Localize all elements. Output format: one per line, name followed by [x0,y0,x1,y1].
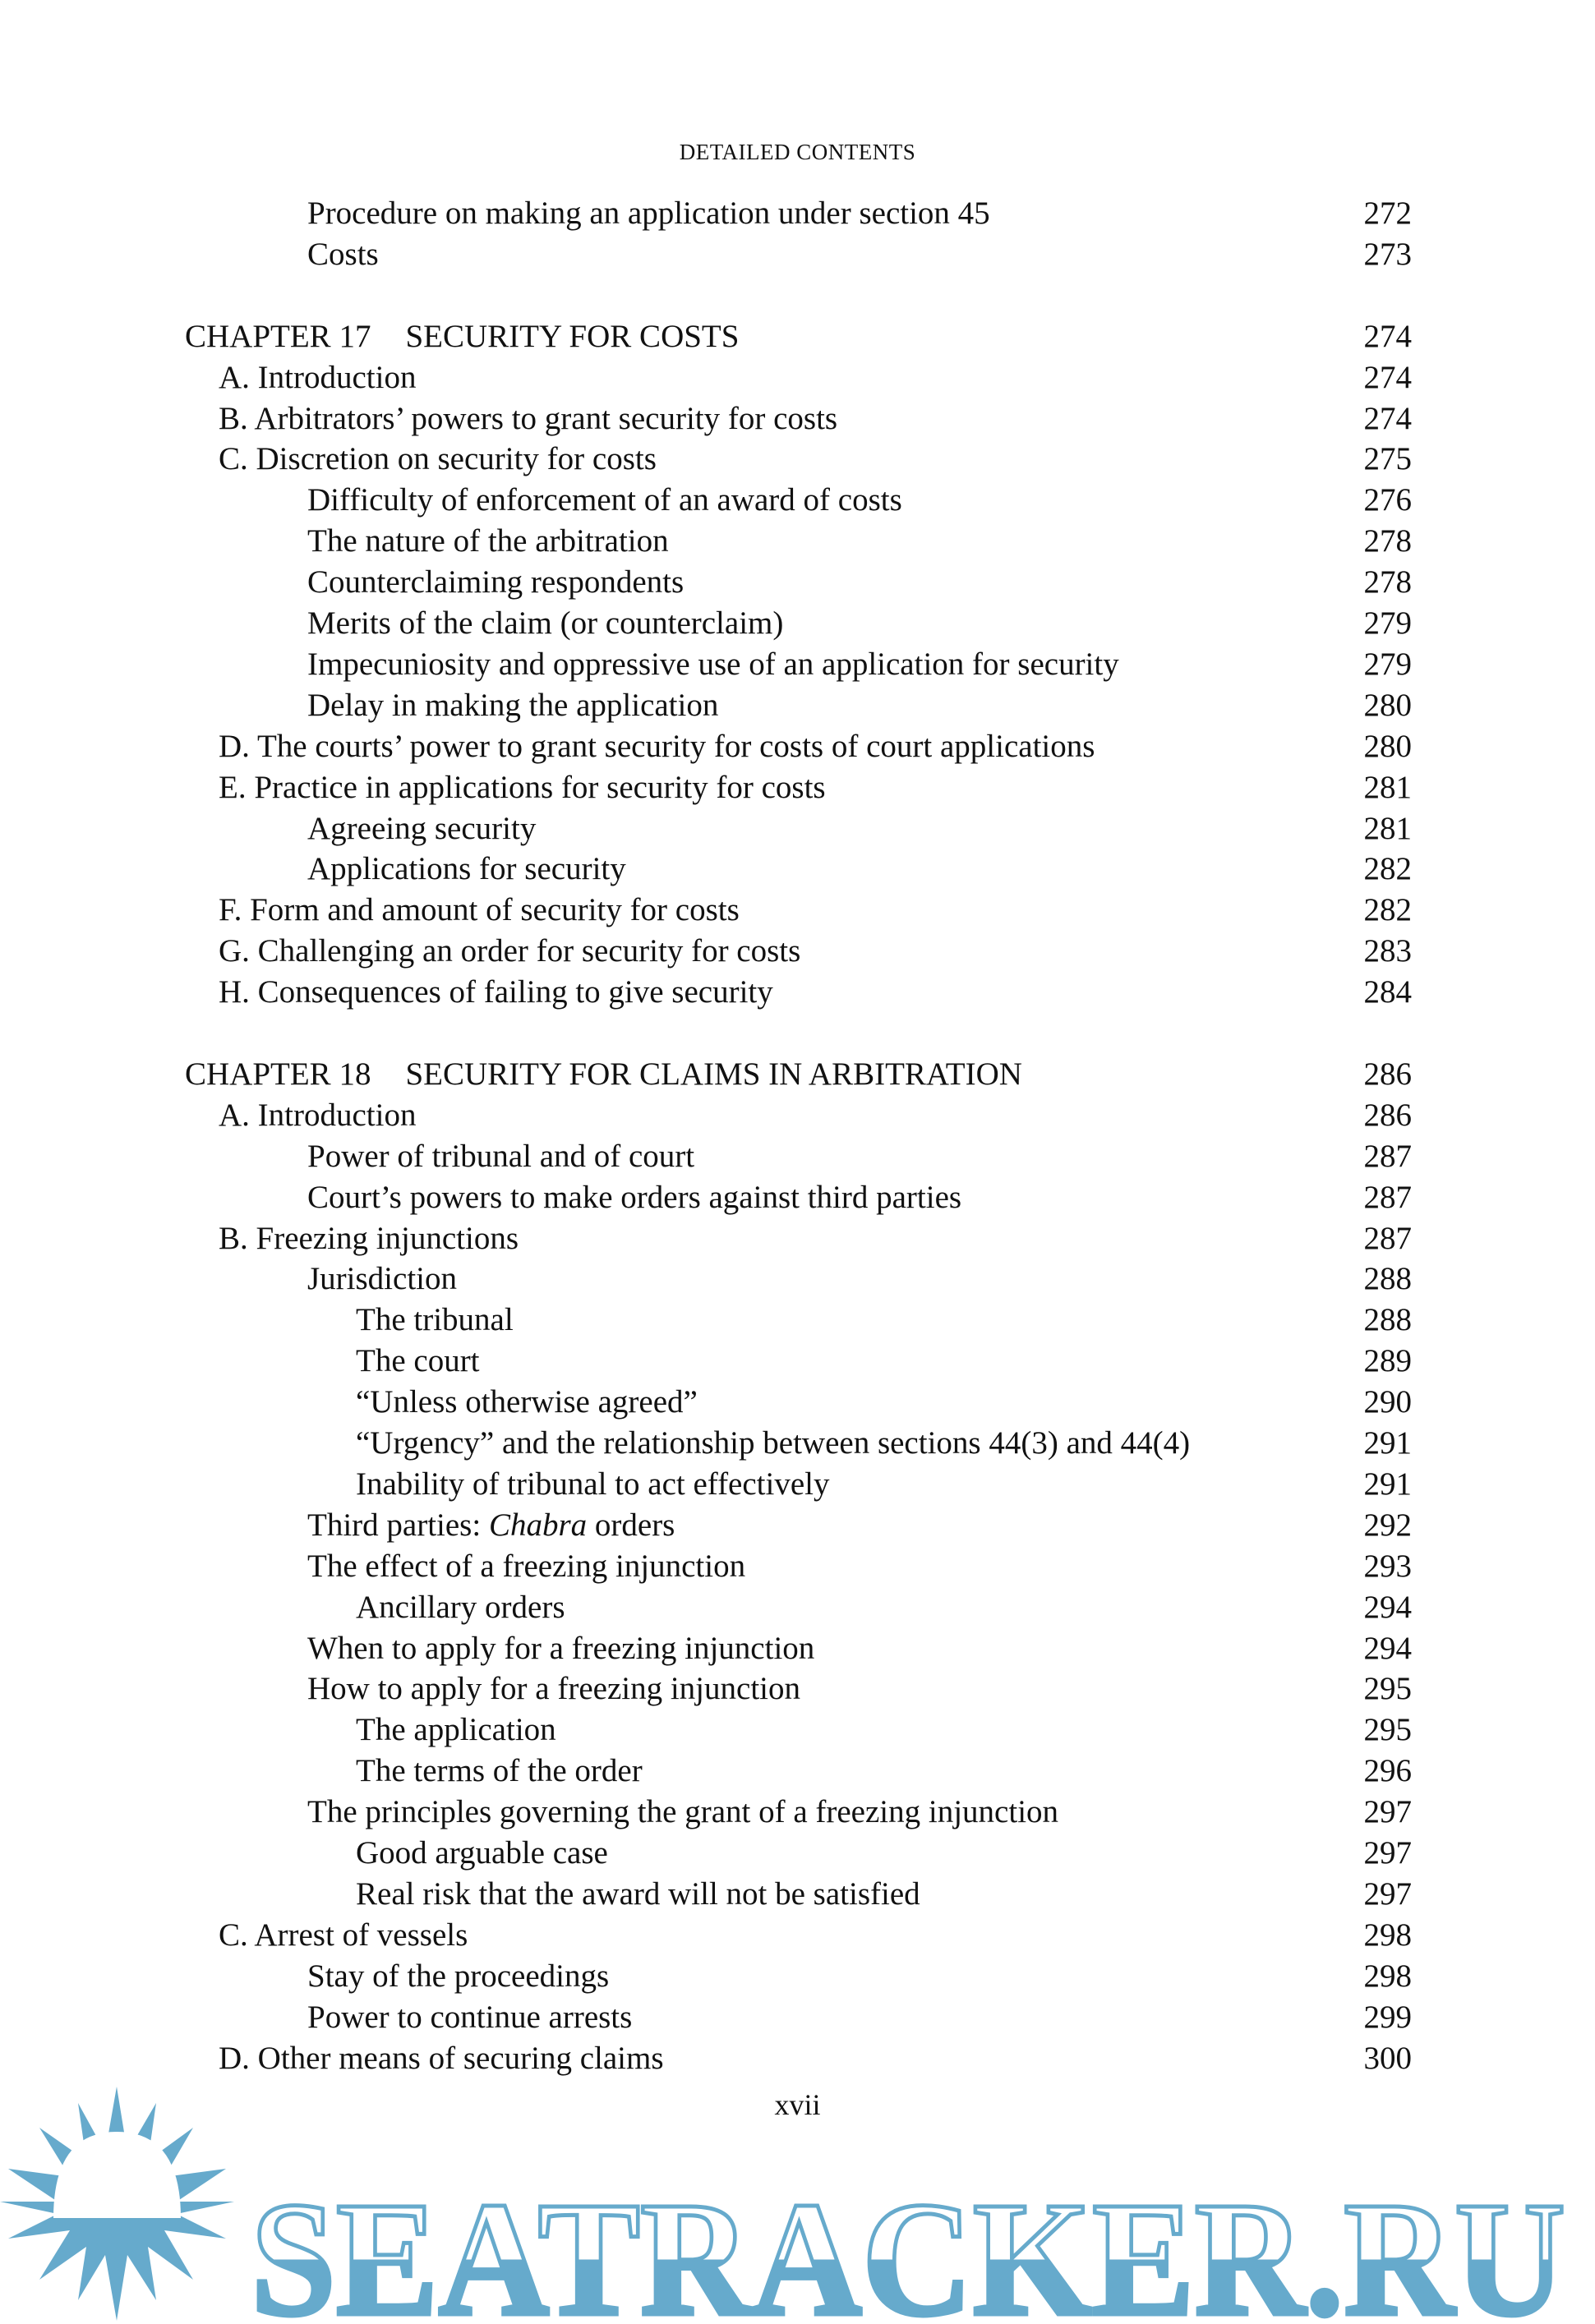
entry-title [219,767,826,808]
entry-text: Procedure on making an application under section 45 [307,196,990,231]
entry-title [356,1423,1190,1464]
entry-text: F. Form and amount of security for costs [219,892,740,928]
entry-title [307,1259,457,1300]
entry-page-number: 297 [1363,1875,1412,1912]
toc-entry[interactable] [0,1668,1595,1710]
entry-title [307,808,536,849]
page-number: xvii [774,2088,821,2121]
toc-entry[interactable] [0,234,1595,275]
entry-text: Power of tribunal and of court [307,1138,695,1174]
entry-title [356,1833,608,1874]
toc-entry[interactable] [0,1505,1595,1546]
entry-text: SECURITY FOR CLAIMS IN ARBITRATION [405,1056,1022,1092]
entry-title [219,1095,416,1136]
entry-page-number: 286 [1363,1056,1412,1092]
entry-title [307,644,1119,685]
toc-entry[interactable] [0,1628,1595,1669]
entry-page-number: 273 [1363,236,1412,272]
entry-title [219,890,740,931]
entry-text: Stay of the proceedings [307,1958,610,1994]
entry-page-number: 284 [1363,974,1412,1010]
toc-entry[interactable] [0,1300,1595,1341]
chapter-heading[interactable] [0,1054,1595,1095]
toc-entry[interactable] [0,1587,1595,1628]
entry-title [307,562,684,603]
entry-page-number: 298 [1363,1958,1412,1994]
entry-page-number: 278 [1363,523,1412,559]
entry-title [356,1300,514,1341]
entry-text: When to apply for a freezing injunction [307,1630,815,1666]
entry-page-number: 282 [1363,851,1412,887]
entry-text: Merits of the claim (or counterclaim) [307,605,784,641]
toc-entry[interactable] [0,1095,1595,1136]
entry-text: Ancillary orders [356,1589,565,1625]
entry-text: Real risk that the award will not be satisfied [356,1875,920,1912]
entry-page-number: 293 [1363,1548,1412,1584]
entry-text: E. Practice in applications for security for costs [219,769,826,805]
entry-text: Jurisdiction [307,1261,457,1297]
entry-text: Inability of tribunal to act effectively [356,1466,830,1502]
entry-page-number: 297 [1363,1794,1412,1830]
entry-title [307,1505,675,1546]
toc-entry[interactable] [0,480,1595,521]
entry-page-number: 281 [1363,810,1412,846]
entry-title [307,1668,800,1710]
toc-entry[interactable] [0,1792,1595,1833]
entry-text: Good arguable case [356,1835,608,1871]
entry-page-number: 288 [1363,1261,1412,1297]
entry-title [185,1054,1022,1095]
toc-entry[interactable] [0,1464,1595,1505]
entry-text: B. Freezing injunctions [219,1220,519,1256]
entry-page-number: 289 [1363,1343,1412,1379]
entry-page-number: 292 [1363,1507,1412,1543]
entry-page-number: 291 [1363,1466,1412,1502]
entry-page-number: 274 [1363,359,1412,395]
entry-title [307,480,902,521]
toc-entry[interactable] [0,521,1595,562]
toc-entry[interactable] [0,439,1595,480]
toc-entry[interactable] [0,849,1595,890]
entry-title [307,234,379,275]
entry-page-number: 282 [1363,892,1412,928]
entry-page-number: 297 [1363,1835,1412,1871]
entry-title [219,357,416,398]
entry-title [356,1587,565,1628]
entry-text: “Unless otherwise agreed” [356,1384,698,1420]
watermark-text: SEATRACKER.RU [251,2169,1565,2324]
toc-entry[interactable] [0,931,1595,972]
entry-title [307,849,626,890]
entry-text: SECURITY FOR COSTS [405,318,740,354]
entry-title [219,398,837,439]
entry-text: H. Consequences of failing to give security [219,974,773,1010]
chapter-heading[interactable] [0,316,1595,357]
entry-text: The principles governing the grant of a freezing injunction [307,1794,1059,1830]
entry-page-number: 275 [1363,441,1412,477]
toc-entry[interactable] [0,357,1595,398]
toc-entry[interactable] [0,1915,1595,1956]
entry-text: Court’s powers to make orders against third parties [307,1179,962,1215]
entry-title [307,1177,961,1218]
entry-title [307,1136,694,1177]
toc-entry[interactable] [0,726,1595,767]
entry-text: The application [356,1712,556,1748]
entry-title [307,193,990,234]
entry-page-number: 274 [1363,318,1412,354]
toc-entry[interactable] [0,1874,1595,1915]
running-header: DETAILED CONTENTS [679,140,916,164]
entry-text: Power to continue arrests [307,1999,633,2035]
entry-title [307,685,718,726]
entry-page-number: 294 [1363,1630,1412,1666]
entry-text: Difficulty of enforcement of an award of costs [307,482,902,518]
entry-page-number: 287 [1363,1179,1412,1215]
entry-text: A. Introduction [219,359,417,395]
entry-title [185,316,739,357]
entry-page-number: 294 [1363,1589,1412,1625]
toc-entry[interactable] [0,1423,1595,1464]
entry-page-number: 299 [1363,1999,1412,2035]
entry-title [356,1874,920,1915]
entry-title [356,1751,643,1792]
toc-entry[interactable] [0,1956,1595,1997]
entry-text: The terms of the order [356,1753,643,1789]
entry-text: Impecuniosity and oppressive use of an application for security [307,646,1119,682]
entry-page-number: 291 [1363,1425,1412,1461]
entry-text: Delay in making the application [307,687,719,723]
entry-text: Costs [307,236,379,272]
entry-page-number: 286 [1363,1097,1412,1133]
entry-page-number: 283 [1363,933,1412,969]
entry-page-number: 276 [1363,482,1412,518]
entry-title [219,439,657,480]
toc-entry[interactable] [0,1546,1595,1587]
entry-title [219,726,1095,767]
toc-entry[interactable] [0,1710,1595,1751]
entry-title [307,521,669,562]
entry-text: Applications for security [307,851,626,887]
entry-page-number: 281 [1363,769,1412,805]
entry-page-number: 287 [1363,1220,1412,1256]
entry-title [307,1628,814,1669]
entry-title [307,1956,609,1997]
toc-entry[interactable] [0,1997,1595,2038]
entry-text: C. Discretion on security for costs [219,441,657,477]
entry-text: C. Arrest of vessels [219,1917,468,1953]
entry-title [356,1464,830,1505]
entry-text: Third parties: [307,1507,489,1543]
entry-text: Counterclaiming respondents [307,564,685,601]
toc-entry[interactable] [0,767,1595,808]
entry-page-number: 288 [1363,1302,1412,1338]
entry-text: The effect of a freezing injunction [307,1548,746,1584]
toc-entry[interactable] [0,890,1595,931]
entry-title [219,972,773,1013]
toc-entry[interactable] [0,193,1595,234]
entry-page-number: 280 [1363,728,1412,764]
entry-title [307,1997,632,2038]
entry-page-number: 295 [1363,1712,1412,1748]
entry-title [356,1341,480,1382]
entry-text: “Urgency” and the relationship between sections 44(3) and 44(4) [356,1425,1191,1461]
entry-title [307,603,783,644]
entry-page-number: 287 [1363,1138,1412,1174]
entry-text: A. Introduction [219,1097,417,1133]
entry-page-number: 298 [1363,1917,1412,1953]
entry-page-number: 272 [1363,196,1412,231]
toc-entry[interactable] [0,685,1595,726]
entry-title [356,1710,556,1751]
entry-text: The court [356,1343,480,1379]
toc-entry[interactable] [0,1382,1595,1423]
chapter-number: CHAPTER 18 [185,1056,371,1092]
toc-entry[interactable] [0,398,1595,439]
entry-text: The tribunal [356,1302,514,1338]
toc-entry[interactable] [0,1177,1595,1218]
entry-text: D. The courts’ power to grant security for costs of court applications [219,728,1095,764]
toc-entry[interactable] [0,1136,1595,1177]
entry-text: The nature of the arbitration [307,523,669,559]
toc-entry[interactable] [0,1259,1595,1300]
entry-page-number: 290 [1363,1384,1412,1420]
entry-text: Agreeing security [307,810,537,846]
entry-text: How to apply for a freezing injunction [307,1671,800,1707]
entry-title [219,2038,664,2079]
entry-page-number: 274 [1363,400,1412,436]
toc-entry[interactable] [0,1341,1595,1382]
entry-title [219,931,800,972]
entry-italic-text: Chabra [488,1507,588,1543]
entry-page-number: 280 [1363,687,1412,723]
toc-entry[interactable] [0,1751,1595,1792]
entry-text: B. Arbitrators’ powers to grant security for costs [219,400,838,436]
toc-entry[interactable] [0,2038,1595,2079]
entry-text: D. Other means of securing claims [219,2040,664,2076]
entry-title [356,1382,698,1423]
toc-entry[interactable] [0,808,1595,849]
toc-entry[interactable] [0,1833,1595,1874]
entry-title [219,1915,468,1956]
entry-title [307,1546,745,1587]
entry-title [307,1792,1058,1833]
toc-entry[interactable] [0,644,1595,685]
entry-page-number: 279 [1363,646,1412,682]
entry-page-number: 295 [1363,1671,1412,1707]
toc-entry[interactable] [0,562,1595,603]
entry-text: G. Challenging an order for security for costs [219,933,801,969]
chapter-number: CHAPTER 17 [185,318,371,354]
entry-page-number: 278 [1363,564,1412,601]
entry-page-number: 300 [1363,2040,1412,2076]
entry-title [219,1218,519,1259]
entry-page-number: 279 [1363,605,1412,641]
toc-entry[interactable] [0,1218,1595,1259]
toc-entry[interactable] [0,603,1595,644]
toc-entry[interactable] [0,972,1595,1013]
entry-text-after: orders [587,1507,675,1543]
entry-page-number: 296 [1363,1753,1412,1789]
